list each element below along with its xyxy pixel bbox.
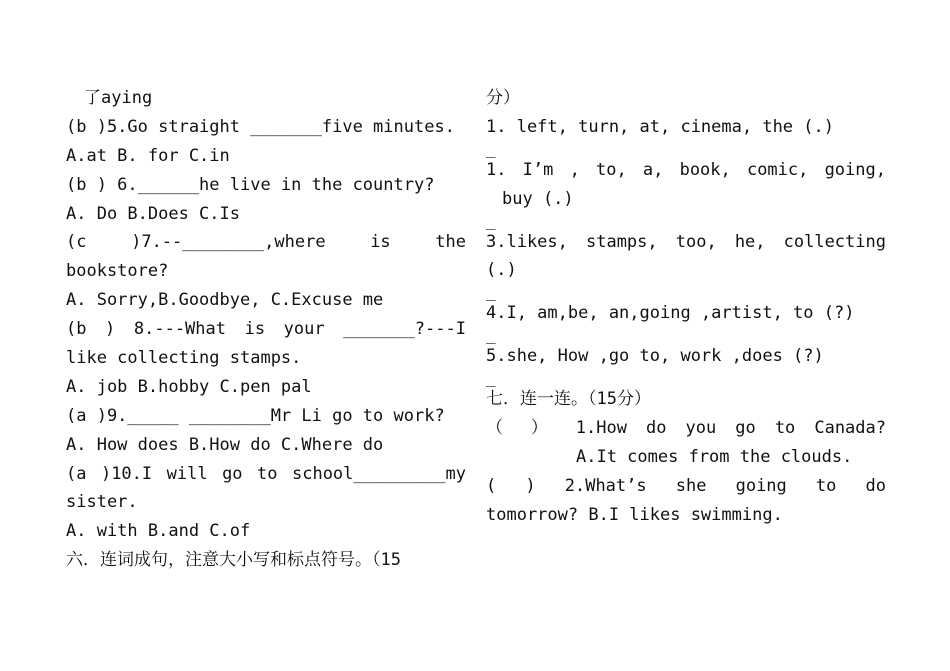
options-10: A. with B.and C.of <box>66 521 251 542</box>
options-9: A. How does B.How do C.Where do <box>66 434 384 455</box>
question-9: (a )9._____ ________Mr Li go to work? <box>66 405 445 426</box>
score-tail: 分） <box>486 88 520 108</box>
left-column <box>66 84 466 575</box>
section-7-heading: 七．连一连。（15分） <box>486 389 651 410</box>
text-line: 了aying <box>84 88 153 108</box>
question-8-cont: like collecting stamps. <box>66 348 302 369</box>
question-8: (b ) 8.---What is your _______?---I <box>66 319 466 340</box>
options-8: A. job B.hobby C.pen pal <box>66 376 312 397</box>
reorder-q4: 4.I, am,be, an,going ,artist, to (?) <box>486 303 855 324</box>
options-7: A. Sorry,B.Goodbye, C.Excuse me <box>66 290 384 311</box>
match-q2-cont: tomorrow? B.I likes swimming. <box>486 504 783 525</box>
reorder-q3: 3.likes, stamps, too, he, collecting <box>486 231 886 252</box>
answer-blank: _ <box>486 282 496 302</box>
question-10: (a )10.I will go to school_________my <box>66 463 466 484</box>
answer-blank: _ <box>486 210 496 230</box>
reorder-q2: 1. I’m , to, a, book, comic, going, <box>486 159 886 180</box>
question-5: (b )5.Go straight _______five minutes. <box>66 116 455 137</box>
reorder-q3-cont: (.) <box>486 260 517 281</box>
answer-blank: _ <box>486 368 496 388</box>
reorder-q5: 5.she, How ,go to, work ,does (?) <box>486 346 824 367</box>
question-7: (c )7.--________,where is the <box>66 232 466 253</box>
right-column <box>486 84 886 530</box>
match-q2: ( ) 2.What’s she going to do <box>486 475 886 496</box>
reorder-q1: 1. left, turn, at, cinema, the (.) <box>486 116 834 137</box>
answer-blank: _ <box>486 325 496 345</box>
match-q1: （ ） 1.How do you go to Canada? <box>486 418 886 439</box>
options-5: A.at B. for C.in <box>66 145 230 166</box>
match-answer-a: A.It comes from the clouds. <box>576 446 853 467</box>
options-6: A. Do B.Does C.Is <box>66 203 240 224</box>
question-7-cont: bookstore? <box>66 261 169 282</box>
question-6: (b ) 6.______he live in the country? <box>66 174 435 195</box>
section-6-heading: 六．连词成句，注意大小写和标点符号。（15 <box>66 550 401 571</box>
question-10-cont: sister. <box>66 492 138 513</box>
reorder-q2-cont: buy (.) <box>502 188 574 209</box>
answer-blank: _ <box>486 138 496 158</box>
